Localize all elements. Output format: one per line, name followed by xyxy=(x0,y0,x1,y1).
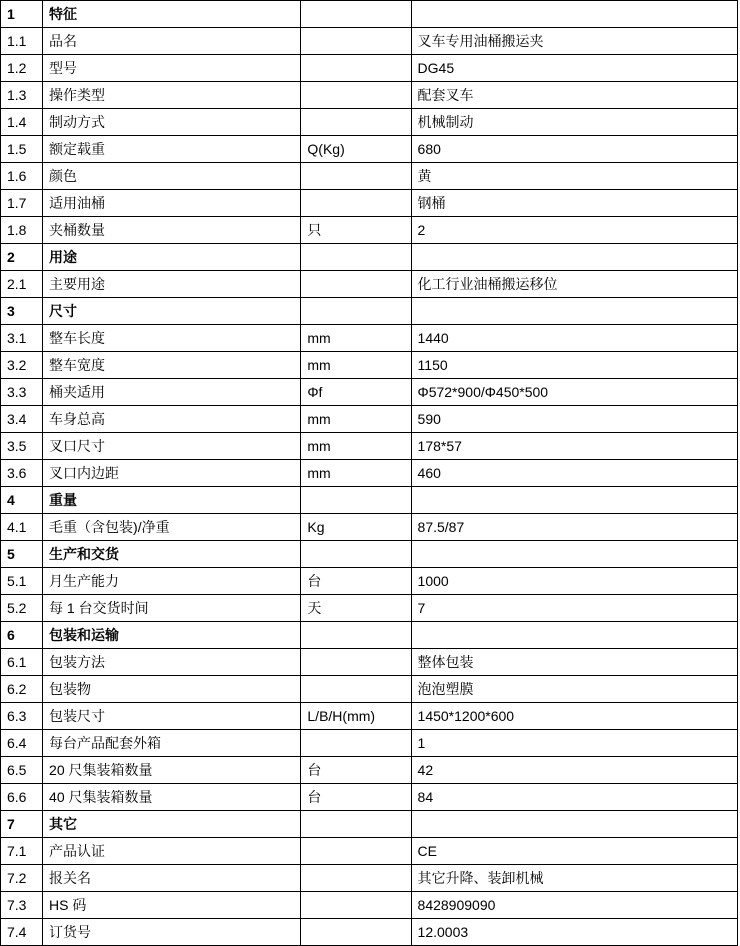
cell-value: DG45 xyxy=(411,55,737,82)
cell-item: 其它 xyxy=(43,811,301,838)
table-row xyxy=(1,352,738,379)
cell-item: 包装物 xyxy=(43,676,301,703)
table-row xyxy=(1,514,738,541)
cell-unit xyxy=(301,82,411,109)
cell-item: 叉口内边距 xyxy=(43,460,301,487)
cell-item: 夹桶数量 xyxy=(43,217,301,244)
cell-value: 叉车专用油桶搬运夹 xyxy=(411,28,737,55)
table-row xyxy=(1,271,738,298)
cell-unit xyxy=(301,109,411,136)
cell-item: 产品认证 xyxy=(43,838,301,865)
cell-no: 3.4 xyxy=(1,406,43,433)
cell-no: 6.4 xyxy=(1,730,43,757)
table-row xyxy=(1,919,738,946)
cell-no: 3 xyxy=(1,298,43,325)
cell-value: Φ572*900/Φ450*500 xyxy=(411,379,737,406)
table-row xyxy=(1,703,738,730)
cell-unit xyxy=(301,163,411,190)
cell-no: 7 xyxy=(1,811,43,838)
cell-unit: mm xyxy=(301,352,411,379)
cell-unit: 天 xyxy=(301,595,411,622)
cell-unit xyxy=(301,730,411,757)
cell-item: 型号 xyxy=(43,55,301,82)
cell-value xyxy=(411,541,737,568)
cell-value: 泡泡塑膜 xyxy=(411,676,737,703)
cell-value: CE xyxy=(411,838,737,865)
cell-value: 机械制动 xyxy=(411,109,737,136)
cell-no: 5.1 xyxy=(1,568,43,595)
cell-item: 额定载重 xyxy=(43,136,301,163)
cell-item: 叉口尺寸 xyxy=(43,433,301,460)
cell-no: 6.1 xyxy=(1,649,43,676)
cell-value xyxy=(411,811,737,838)
cell-item: 制动方式 xyxy=(43,109,301,136)
table-row xyxy=(1,379,738,406)
cell-no: 7.4 xyxy=(1,919,43,946)
cell-unit: L/B/H(mm) xyxy=(301,703,411,730)
cell-item: 40 尺集装箱数量 xyxy=(43,784,301,811)
table-row xyxy=(1,298,738,325)
cell-unit xyxy=(301,244,411,271)
cell-item: 生产和交货 xyxy=(43,541,301,568)
cell-no: 6.2 xyxy=(1,676,43,703)
cell-no: 2.1 xyxy=(1,271,43,298)
cell-value: 460 xyxy=(411,460,737,487)
table-row xyxy=(1,676,738,703)
cell-unit xyxy=(301,487,411,514)
cell-value: 178*57 xyxy=(411,433,737,460)
cell-value: 其它升降、装卸机械 xyxy=(411,865,737,892)
cell-item: 整车长度 xyxy=(43,325,301,352)
table-row xyxy=(1,757,738,784)
cell-unit xyxy=(301,649,411,676)
cell-item: 用途 xyxy=(43,244,301,271)
cell-value xyxy=(411,487,737,514)
cell-item: 尺寸 xyxy=(43,298,301,325)
cell-no: 1.7 xyxy=(1,190,43,217)
table-row xyxy=(1,811,738,838)
table-row xyxy=(1,433,738,460)
cell-no: 2 xyxy=(1,244,43,271)
table-row xyxy=(1,595,738,622)
cell-value: 12.0003 xyxy=(411,919,737,946)
table-row xyxy=(1,784,738,811)
cell-item: 特征 xyxy=(43,1,301,28)
cell-unit xyxy=(301,541,411,568)
cell-value: 1150 xyxy=(411,352,737,379)
cell-unit xyxy=(301,622,411,649)
cell-value: 钢桶 xyxy=(411,190,737,217)
table-row xyxy=(1,541,738,568)
cell-unit xyxy=(301,838,411,865)
cell-value xyxy=(411,1,737,28)
cell-value xyxy=(411,298,737,325)
cell-item: 包装方法 xyxy=(43,649,301,676)
cell-value: 590 xyxy=(411,406,737,433)
cell-unit xyxy=(301,1,411,28)
cell-unit xyxy=(301,271,411,298)
cell-no: 3.2 xyxy=(1,352,43,379)
cell-no: 3.1 xyxy=(1,325,43,352)
table-row xyxy=(1,190,738,217)
cell-item: 适用油桶 xyxy=(43,190,301,217)
cell-unit: mm xyxy=(301,325,411,352)
cell-item: HS 码 xyxy=(43,892,301,919)
table-row xyxy=(1,730,738,757)
cell-unit: Q(Kg) xyxy=(301,136,411,163)
cell-value: 黄 xyxy=(411,163,737,190)
cell-value: 84 xyxy=(411,784,737,811)
cell-no: 6.5 xyxy=(1,757,43,784)
cell-unit: mm xyxy=(301,406,411,433)
cell-unit xyxy=(301,676,411,703)
cell-no: 6 xyxy=(1,622,43,649)
cell-item: 20 尺集装箱数量 xyxy=(43,757,301,784)
table-row xyxy=(1,325,738,352)
cell-item: 报关名 xyxy=(43,865,301,892)
cell-value: 1000 xyxy=(411,568,737,595)
cell-no: 1.8 xyxy=(1,217,43,244)
cell-no: 3.3 xyxy=(1,379,43,406)
cell-item: 包装尺寸 xyxy=(43,703,301,730)
cell-unit: Kg xyxy=(301,514,411,541)
cell-no: 7.2 xyxy=(1,865,43,892)
table-row xyxy=(1,460,738,487)
cell-no: 1.3 xyxy=(1,82,43,109)
cell-unit xyxy=(301,55,411,82)
cell-value: 2 xyxy=(411,217,737,244)
cell-value: 7 xyxy=(411,595,737,622)
table-row xyxy=(1,649,738,676)
cell-item: 品名 xyxy=(43,28,301,55)
cell-item: 包装和运输 xyxy=(43,622,301,649)
cell-no: 1.1 xyxy=(1,28,43,55)
cell-unit: 台 xyxy=(301,784,411,811)
cell-item: 月生产能力 xyxy=(43,568,301,595)
cell-item: 车身总高 xyxy=(43,406,301,433)
cell-value: 680 xyxy=(411,136,737,163)
cell-item: 每 1 台交货时间 xyxy=(43,595,301,622)
table-row xyxy=(1,217,738,244)
cell-value: 配套叉车 xyxy=(411,82,737,109)
cell-no: 7.1 xyxy=(1,838,43,865)
table-row xyxy=(1,244,738,271)
cell-no: 3.5 xyxy=(1,433,43,460)
cell-value: 8428909090 xyxy=(411,892,737,919)
cell-unit xyxy=(301,190,411,217)
cell-unit: 台 xyxy=(301,757,411,784)
cell-item: 整车宽度 xyxy=(43,352,301,379)
cell-unit xyxy=(301,28,411,55)
cell-value: 化工行业油桶搬运移位 xyxy=(411,271,737,298)
table-row xyxy=(1,28,738,55)
cell-no: 1.2 xyxy=(1,55,43,82)
cell-unit: mm xyxy=(301,433,411,460)
cell-item: 重量 xyxy=(43,487,301,514)
cell-no: 1.6 xyxy=(1,163,43,190)
table-row xyxy=(1,109,738,136)
cell-no: 1 xyxy=(1,1,43,28)
table-row xyxy=(1,163,738,190)
cell-unit: mm xyxy=(301,460,411,487)
cell-no: 1.5 xyxy=(1,136,43,163)
cell-unit: 台 xyxy=(301,568,411,595)
table-row xyxy=(1,622,738,649)
cell-item: 每台产品配套外箱 xyxy=(43,730,301,757)
table-row xyxy=(1,82,738,109)
cell-unit xyxy=(301,298,411,325)
cell-item: 操作类型 xyxy=(43,82,301,109)
cell-no: 4.1 xyxy=(1,514,43,541)
table-row xyxy=(1,568,738,595)
table-row xyxy=(1,406,738,433)
cell-item: 颜色 xyxy=(43,163,301,190)
cell-no: 4 xyxy=(1,487,43,514)
cell-value xyxy=(411,244,737,271)
cell-no: 5 xyxy=(1,541,43,568)
cell-value xyxy=(411,622,737,649)
cell-value: 87.5/87 xyxy=(411,514,737,541)
table-row xyxy=(1,55,738,82)
table-body xyxy=(1,1,738,946)
cell-unit xyxy=(301,919,411,946)
cell-value: 整体包装 xyxy=(411,649,737,676)
cell-unit xyxy=(301,865,411,892)
cell-unit xyxy=(301,811,411,838)
cell-no: 1.4 xyxy=(1,109,43,136)
table-row xyxy=(1,487,738,514)
table-row xyxy=(1,136,738,163)
cell-no: 3.6 xyxy=(1,460,43,487)
cell-value: 1450*1200*600 xyxy=(411,703,737,730)
cell-value: 1 xyxy=(411,730,737,757)
table-row xyxy=(1,1,738,28)
table-row xyxy=(1,838,738,865)
cell-no: 6.3 xyxy=(1,703,43,730)
cell-value: 42 xyxy=(411,757,737,784)
cell-unit xyxy=(301,892,411,919)
cell-unit: Φf xyxy=(301,379,411,406)
cell-unit: 只 xyxy=(301,217,411,244)
cell-item: 毛重（含包装)/净重 xyxy=(43,514,301,541)
table-row xyxy=(1,865,738,892)
cell-no: 6.6 xyxy=(1,784,43,811)
table-row xyxy=(1,892,738,919)
cell-value: 1440 xyxy=(411,325,737,352)
cell-no: 7.3 xyxy=(1,892,43,919)
cell-no: 5.2 xyxy=(1,595,43,622)
cell-item: 主要用途 xyxy=(43,271,301,298)
cell-item: 订货号 xyxy=(43,919,301,946)
cell-item: 桶夹适用 xyxy=(43,379,301,406)
